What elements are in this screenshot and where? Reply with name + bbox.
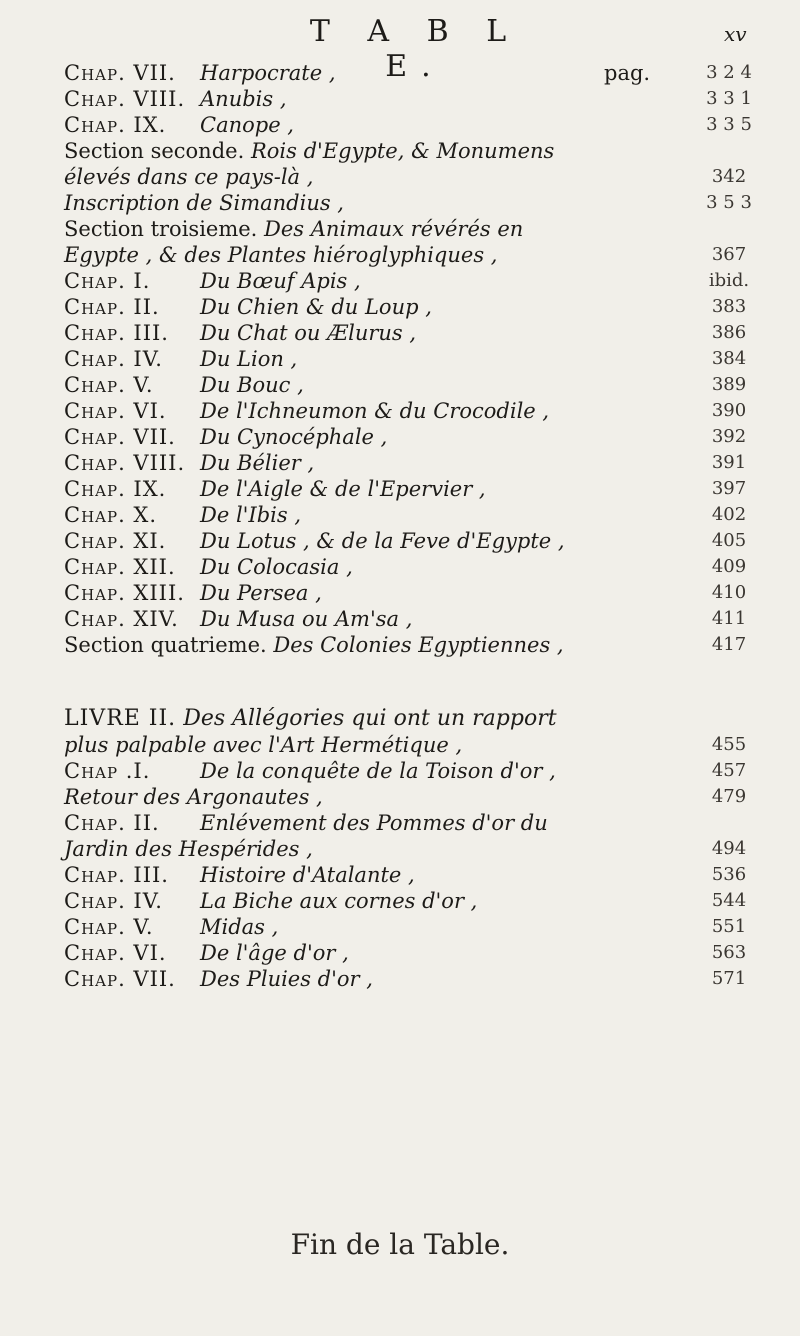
section-lead: Section quatrieme. bbox=[64, 633, 267, 657]
toc-entry bbox=[64, 632, 754, 658]
toc-entry bbox=[64, 138, 754, 164]
page-number: 494 bbox=[711, 838, 747, 859]
toc-part-one bbox=[64, 60, 754, 658]
entry-title: Du Bélier , bbox=[200, 451, 315, 475]
page-number: 367 bbox=[711, 244, 747, 265]
toc-entry bbox=[64, 476, 754, 502]
toc-entry bbox=[64, 528, 754, 554]
entry-title: Du Bouc , bbox=[200, 373, 304, 397]
toc-entry bbox=[64, 706, 754, 732]
toc-entry bbox=[64, 836, 754, 862]
toc-entry bbox=[64, 784, 754, 810]
toc-entry bbox=[64, 732, 754, 758]
chapter-number: Chap. V. bbox=[64, 373, 154, 397]
page-number: 571 bbox=[711, 968, 747, 989]
toc-entry bbox=[64, 372, 754, 398]
folio-number: xv bbox=[724, 22, 747, 46]
page-number: 405 bbox=[711, 530, 747, 551]
toc-entry bbox=[64, 164, 754, 190]
end-of-table: Fin de la Table. bbox=[290, 1228, 510, 1261]
entry-title: Rois d'Egypte, & Monumens bbox=[250, 139, 555, 163]
toc-entry bbox=[64, 580, 754, 606]
entry-title: De l'Aigle & de l'Epervier , bbox=[200, 477, 486, 501]
page-number: 390 bbox=[711, 400, 747, 421]
toc-entry bbox=[64, 810, 754, 836]
entry-title: La Biche aux cornes d'or , bbox=[200, 889, 478, 913]
toc-entry bbox=[64, 190, 754, 216]
toc-entry bbox=[64, 450, 754, 476]
chapter-number: Chap. XIV. bbox=[64, 607, 179, 631]
page-number: 457 bbox=[711, 760, 747, 781]
page-number: 383 bbox=[711, 296, 747, 317]
toc-entry bbox=[64, 554, 754, 580]
chapter-number: Chap. X. bbox=[64, 503, 158, 527]
toc-entry bbox=[64, 914, 754, 940]
entry-title: Histoire d'Atalante , bbox=[200, 863, 415, 887]
chapter-number: Chap. IX. bbox=[64, 113, 167, 137]
page-number: 411 bbox=[711, 608, 747, 629]
entry-title: De l'Ibis , bbox=[200, 503, 302, 527]
chapter-number: Chap. IV. bbox=[64, 347, 163, 371]
toc-entry bbox=[64, 862, 754, 888]
entry-continuation: élevés dans ce pays-là , bbox=[64, 165, 314, 189]
chapter-number: Chap. III. bbox=[64, 863, 169, 887]
chapter-number: Chap. VI. bbox=[64, 399, 167, 423]
entry-title: Du Lotus , & de la Feve d'Egypte , bbox=[200, 529, 565, 553]
entry-title: Du Musa ou Am'sa , bbox=[200, 607, 413, 631]
entry-title: Des Allégories qui ont un rapport bbox=[183, 706, 557, 731]
page-number: 386 bbox=[711, 322, 747, 343]
chapter-number: Chap .I. bbox=[64, 759, 151, 783]
chapter-number: Chap. III. bbox=[64, 321, 169, 345]
entry-continuation: Retour des Argonautes , bbox=[64, 785, 323, 809]
entry-title: Enlévement des Pommes d'or du bbox=[200, 811, 548, 835]
page-number: 3 3 5 bbox=[706, 114, 752, 135]
page-number: 3 2 4 bbox=[706, 62, 752, 83]
chapter-number: Chap. IX. bbox=[64, 477, 167, 501]
page-number: 536 bbox=[711, 864, 747, 885]
page-number: 342 bbox=[711, 166, 747, 187]
section-lead: Section seconde. bbox=[64, 139, 245, 163]
page-number: 455 bbox=[711, 734, 747, 755]
chapter-number: Chap. VII. bbox=[64, 61, 176, 85]
toc-part-two bbox=[64, 706, 754, 992]
toc-entry bbox=[64, 294, 754, 320]
chapter-number: Chap. V. bbox=[64, 915, 154, 939]
chapter-number: Chap. XI. bbox=[64, 529, 167, 553]
page-number: ibid. bbox=[708, 270, 750, 291]
page-number: 551 bbox=[711, 916, 747, 937]
chapter-number: Chap. VIII. bbox=[64, 451, 186, 475]
page-number: 479 bbox=[711, 786, 747, 807]
page-number: 402 bbox=[711, 504, 747, 525]
chapter-number: Chap. VII. bbox=[64, 967, 176, 991]
page-number: 389 bbox=[711, 374, 747, 395]
page-number: 3 3 1 bbox=[706, 88, 752, 109]
section-gap bbox=[64, 658, 754, 706]
chapter-number: Chap. II. bbox=[64, 295, 160, 319]
entry-continuation: Jardin des Hespérides , bbox=[64, 837, 313, 861]
chapter-number: Chap. VIII. bbox=[64, 87, 186, 111]
section-lead: Section troisieme. bbox=[64, 217, 258, 241]
entry-title: Des Animaux révérés en bbox=[264, 217, 524, 241]
chapter-number: Chap. XIII. bbox=[64, 581, 185, 605]
chapter-number: Chap. VII. bbox=[64, 425, 176, 449]
entry-title: Du Chien & du Loup , bbox=[200, 295, 432, 319]
toc-entry bbox=[64, 86, 754, 112]
page-number: 3 5 3 bbox=[706, 192, 752, 213]
toc-entry bbox=[64, 398, 754, 424]
entry-title: Du Persea , bbox=[200, 581, 322, 605]
entry-title: Du Bœuf Apis , bbox=[200, 269, 361, 293]
chapter-number: Chap. XII. bbox=[64, 555, 176, 579]
entry-continuation: Egypte , & des Plantes hiéroglyphiques , bbox=[64, 243, 498, 267]
toc-entry bbox=[64, 346, 754, 372]
page-number: 544 bbox=[711, 890, 747, 911]
entry-title: Des Pluies d'or , bbox=[200, 967, 373, 991]
toc-entry bbox=[64, 606, 754, 632]
toc-entry bbox=[64, 112, 754, 138]
page-number: 417 bbox=[711, 634, 747, 655]
toc-entry bbox=[64, 888, 754, 914]
page-number: 391 bbox=[711, 452, 747, 473]
running-head-title: T A B L E. bbox=[309, 14, 521, 84]
toc-entry bbox=[64, 242, 754, 268]
entry-title: Du Cynocéphale , bbox=[200, 425, 388, 449]
toc-entry bbox=[64, 60, 754, 86]
section-lead: LIVRE II. bbox=[64, 706, 177, 731]
chapter-number: Chap. IV. bbox=[64, 889, 163, 913]
page-number: 384 bbox=[711, 348, 747, 369]
entry-title: Canope , bbox=[200, 113, 294, 137]
entry-title: De l'Ichneumon & du Crocodile , bbox=[200, 399, 550, 423]
entry-title: Du Colocasia , bbox=[200, 555, 353, 579]
page-number: 563 bbox=[711, 942, 747, 963]
entry-title: Des Colonies Egyptiennes , bbox=[273, 633, 564, 657]
toc-entry bbox=[64, 502, 754, 528]
page-number: 410 bbox=[711, 582, 747, 603]
chapter-number: Chap. I. bbox=[64, 269, 151, 293]
page-number: 397 bbox=[711, 478, 747, 499]
table-of-contents bbox=[64, 60, 754, 992]
entry-title: Du Chat ou Ælurus , bbox=[200, 321, 417, 345]
entry-continuation: Inscription de Simandius , bbox=[64, 191, 344, 215]
entry-continuation: plus palpable avec l'Art Hermétique , bbox=[64, 733, 463, 757]
entry-title: Du Lion , bbox=[200, 347, 298, 371]
entry-title: Harpocrate , bbox=[200, 61, 336, 85]
toc-entry bbox=[64, 216, 754, 242]
entry-title: Anubis , bbox=[200, 87, 287, 111]
toc-entry bbox=[64, 268, 754, 294]
entry-title: De l'âge d'or , bbox=[200, 941, 349, 965]
toc-entry bbox=[64, 424, 754, 450]
toc-entry bbox=[64, 758, 754, 784]
toc-entry bbox=[64, 320, 754, 346]
toc-entry bbox=[64, 966, 754, 992]
toc-entry bbox=[64, 940, 754, 966]
entry-title: De la conquête de la Toison d'or , bbox=[200, 759, 556, 783]
entry-title: Midas , bbox=[200, 915, 279, 939]
chapter-number: Chap. VI. bbox=[64, 941, 167, 965]
chapter-number: Chap. II. bbox=[64, 811, 160, 835]
page-number: 392 bbox=[711, 426, 747, 447]
page-number: 409 bbox=[711, 556, 747, 577]
page-label: pag. bbox=[604, 61, 651, 85]
